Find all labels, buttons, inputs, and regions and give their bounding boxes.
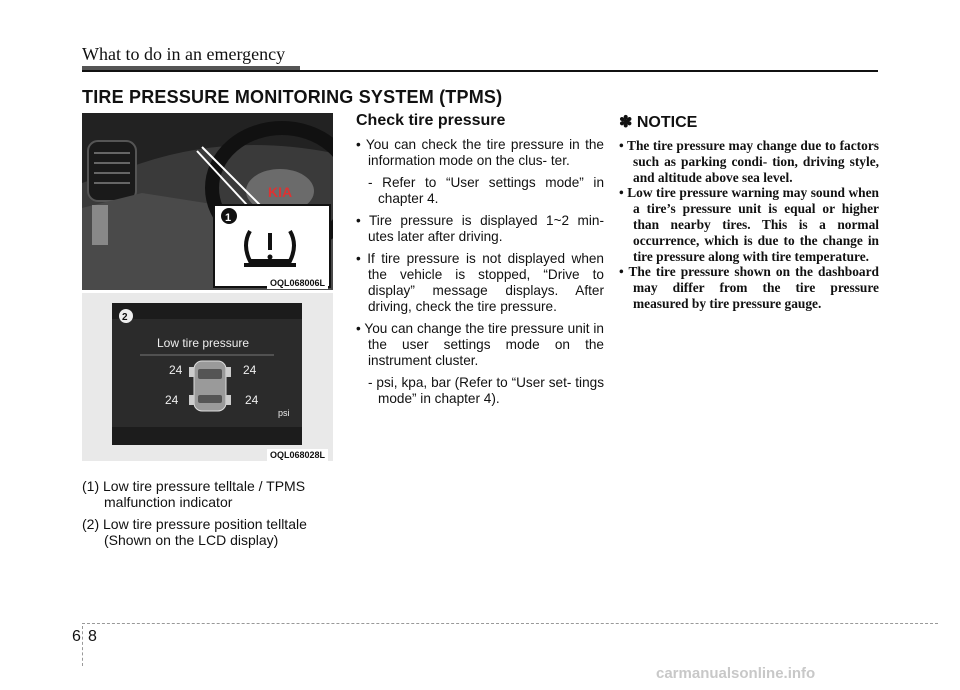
photo-code: OQL068006L xyxy=(267,277,328,289)
lcd-callout-2: 2 xyxy=(122,312,128,323)
svg-text:KIA: KIA xyxy=(268,184,293,200)
chapter-number: 6 xyxy=(72,628,81,645)
figure-captions xyxy=(82,478,342,554)
header-rule xyxy=(82,70,878,72)
lcd-title: Low tire pressure xyxy=(157,336,250,350)
tire-rear-right: 24 xyxy=(245,393,259,407)
tire-front-right: 24 xyxy=(243,363,257,377)
check-sub-1: - Refer to “User settings mode” in chapter 4. xyxy=(368,175,604,206)
caption-2: (2) Low tire pressure position telltale (Shown on the LCD display) xyxy=(82,516,307,548)
dashboard-photo xyxy=(82,113,333,290)
lcd-unit: psi xyxy=(278,408,290,418)
check-tire-pressure-section xyxy=(356,112,604,413)
lcd-code: OQL068028L xyxy=(267,449,328,461)
check-bullet-3: • If tire pressure is not displayed when the vehicle is stopped, “Drive to display” message displays. After driving, check the tire pressure. xyxy=(356,251,604,314)
header-text: What to do in an emergency xyxy=(82,44,286,64)
footer-rule xyxy=(82,623,938,624)
page-number-value: 8 xyxy=(88,628,97,645)
notice-heading: ✽ NOTICE xyxy=(619,114,698,131)
check-bullet-4: • You can change the tire pressure unit in the user settings mode on the instrument cluster. xyxy=(356,321,604,368)
check-bullet-1: • You can check the tire pressure in the information mode on the clus- ter. xyxy=(356,137,604,168)
notice-section xyxy=(619,112,879,312)
section-title: TIRE PRESSURE MONITORING SYSTEM (TPMS) xyxy=(82,87,503,107)
caption-1: (1) Low tire pressure telltale / TPMS malfunction indicator xyxy=(82,478,306,510)
photo-callout-1: 1 xyxy=(225,212,232,224)
check-bullet-2: • Tire pressure is displayed 1~2 min- utes later after driving. xyxy=(356,213,604,244)
lcd-screen xyxy=(112,303,302,445)
tire-rear-left: 24 xyxy=(165,393,179,407)
car-top-view-icon xyxy=(189,361,231,411)
check-heading: Check tire pressure xyxy=(356,112,506,129)
notice-item-2: • Low tire pressure warning may sound when a tire’s pressure unit is equal or higher than nearby tires. This is a normal occurrence, which is due to the change in tire pressure along with tire temperature. xyxy=(619,185,879,264)
check-sub-2: - psi, kpa, bar (Refer to “User set- tings mode” in chapter 4). xyxy=(368,375,604,406)
tire-front-left: 24 xyxy=(169,363,183,377)
notice-item-1: • The tire pressure may change due to factors such as parking condi- tion, driving style, and altitude above sea level. xyxy=(619,138,879,185)
page-number xyxy=(72,628,100,646)
notice-item-3: • The tire pressure shown on the dashboard may differ from the tire pressure measured by tire pressure gauge. xyxy=(619,264,879,311)
watermark: carmanualsonline.info xyxy=(656,665,816,682)
